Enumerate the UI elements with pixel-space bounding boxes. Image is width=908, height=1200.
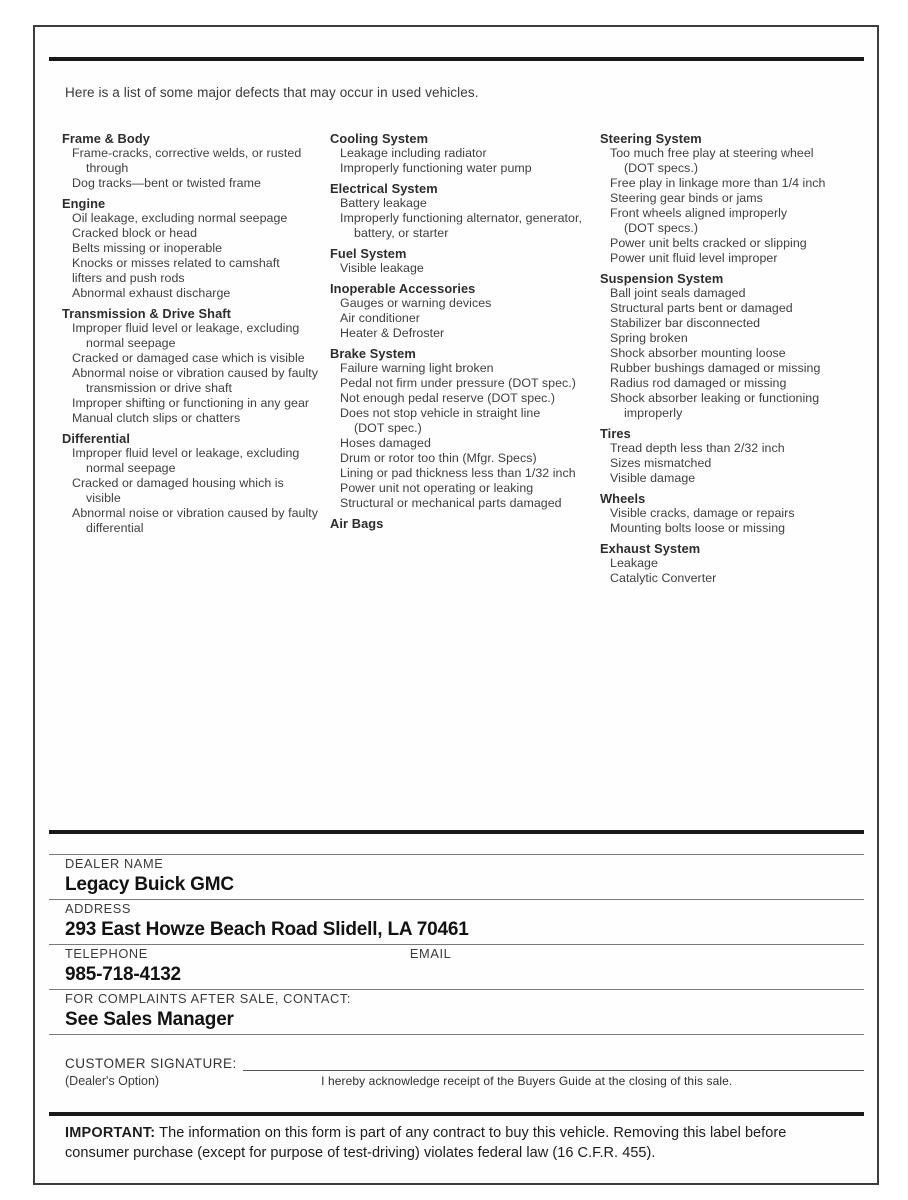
defect-item: Abnormal noise or vibration caused by faulty: [72, 366, 319, 380]
defect-item: Tread depth less than 2/32 inch: [610, 441, 785, 455]
defect-item: Improper fluid level or leakage, excluding: [72, 321, 300, 335]
telephone-label: TELEPHONE: [65, 946, 148, 961]
defect-item: Oil leakage, excluding normal seepage: [72, 211, 288, 225]
defect-item: Leakage including radiator: [340, 146, 487, 160]
defect-item: Radius rod damaged or missing: [610, 376, 787, 390]
top-divider-rule: [49, 57, 864, 61]
dealer-name-label: DEALER NAME: [65, 856, 164, 871]
defect-item: Improperly functioning water pump: [340, 161, 532, 175]
defect-item-continuation: differential: [86, 521, 144, 535]
defect-item: Knocks or misses related to camshaft: [72, 256, 280, 270]
section-title: Exhaust System: [600, 541, 701, 556]
acknowledgement-text: I hereby acknowledge receipt of the Buyers Guide at the closing of this sale.: [321, 1074, 733, 1088]
defect-item: Failure warning light broken: [340, 361, 494, 375]
defect-item: Too much free play at steering wheel: [610, 146, 814, 160]
defect-item: Manual clutch slips or chatters: [72, 411, 241, 425]
defect-item: Pedal not firm under pressure (DOT spec.): [340, 376, 576, 390]
defect-item: Mounting bolts loose or missing: [610, 521, 786, 535]
defect-item: Shock absorber leaking or functioning: [610, 391, 820, 405]
section-title: Frame & Body: [62, 131, 150, 146]
defect-item: Structural parts bent or damaged: [610, 301, 793, 315]
address-label: ADDRESS: [65, 901, 132, 916]
defect-item: Cracked or damaged case which is visible: [72, 351, 305, 365]
defect-item: Power unit belts cracked or slipping: [610, 236, 807, 250]
section-title: Fuel System: [330, 246, 407, 261]
dealer-name-value: Legacy Buick GMC: [65, 874, 234, 895]
defect-item-continuation: through: [86, 161, 129, 175]
defect-item: Cracked or damaged housing which is: [72, 476, 284, 490]
defect-item-continuation: (DOT specs.): [624, 161, 699, 175]
complaints-value: See Sales Manager: [65, 1009, 234, 1030]
defect-item: Dog tracks—bent or twisted frame: [72, 176, 261, 190]
defect-item: Power unit fluid level improper: [610, 251, 778, 265]
address-value: 293 East Howze Beach Road Slidell, LA 70461: [65, 919, 469, 940]
defect-item: Cracked block or head: [72, 226, 198, 240]
section-title: Differential: [62, 431, 131, 446]
complaints-label: FOR COMPLAINTS AFTER SALE, CONTACT:: [65, 991, 351, 1006]
important-notice: [65, 1123, 849, 1163]
dealer-info-form: [49, 854, 864, 1088]
defect-item: lifters and push rods: [72, 271, 185, 285]
defect-item: Battery leakage: [340, 196, 427, 210]
signature-line: [243, 1056, 864, 1071]
defect-item: Catalytic Converter: [610, 571, 717, 585]
form-closing-line: [49, 1034, 864, 1035]
defect-item: Visible leakage: [340, 261, 424, 275]
customer-signature-label: CUSTOMER SIGNATURE:: [65, 1056, 237, 1071]
defect-item-continuation: (DOT spec.): [354, 421, 422, 435]
defect-item-continuation: visible: [86, 491, 121, 505]
bottom-divider-rule: [49, 1112, 864, 1116]
defect-item: Gauges or warning devices: [340, 296, 492, 310]
section-title: Tires: [600, 426, 631, 441]
defect-item: Drum or rotor too thin (Mfgr. Specs): [340, 451, 537, 465]
defect-item: Heater & Defroster: [340, 326, 445, 340]
defect-item: Front wheels aligned improperly: [610, 206, 788, 220]
section-title: Wheels: [600, 491, 646, 506]
section-title: Suspension System: [600, 271, 724, 286]
section-title: Engine: [62, 196, 106, 211]
dealer-name-field: [49, 854, 864, 899]
dealers-option-note: (Dealer's Option): [65, 1074, 160, 1088]
defect-item: Spring broken: [610, 331, 688, 345]
defect-item: Shock absorber mounting loose: [610, 346, 786, 360]
telephone-value: 985-718-4132: [65, 964, 181, 985]
defect-item-continuation: (DOT specs.): [624, 221, 699, 235]
defect-item: Steering gear binds or jams: [610, 191, 763, 205]
defect-item-continuation: improperly: [624, 406, 683, 420]
defect-item: Improperly functioning alternator, generator,: [340, 211, 582, 225]
defect-item: Free play in linkage more than 1/4 inch: [610, 176, 826, 190]
defect-item: Abnormal noise or vibration caused by faulty: [72, 506, 319, 520]
email-label: EMAIL: [409, 946, 452, 961]
defect-item-continuation: normal seepage: [86, 461, 176, 475]
buyers-guide-page: [33, 25, 879, 1185]
section-title: Inoperable Accessories: [330, 281, 476, 296]
defects-column-3: [600, 131, 870, 586]
defect-item: Power unit not operating or leaking: [340, 481, 534, 495]
defect-item: Abnormal exhaust discharge: [72, 286, 231, 300]
section-title: Cooling System: [330, 131, 429, 146]
defect-item: Improper shifting or functioning in any gear: [72, 396, 310, 410]
important-label: IMPORTANT:: [65, 1125, 156, 1141]
defects-columns: [62, 131, 871, 586]
defect-item: Sizes mismatched: [610, 456, 712, 470]
section-title: Transmission & Drive Shaft: [62, 306, 232, 321]
intro-text: Here is a list of some major defects that may occur in used vehicles.: [65, 85, 479, 100]
defects-column-1: [62, 131, 330, 536]
defect-item-continuation: battery, or starter: [354, 226, 449, 240]
defect-item: Leakage: [610, 556, 658, 570]
defect-item: Rubber bushings damaged or missing: [610, 361, 821, 375]
defect-item: Improper fluid level or leakage, excluding: [72, 446, 300, 460]
complaints-field: [49, 989, 864, 1034]
important-text: The information on this form is part of any contract to buy this vehicle. Removing this label before consumer purchase (except for purpose of test-driving) violates federal law (16 C.F.R. 455).: [65, 1125, 787, 1161]
defects-column-2: [330, 131, 600, 531]
middle-divider-rule: [49, 830, 864, 834]
defect-item: Not enough pedal reserve (DOT spec.): [340, 391, 556, 405]
defect-item: Ball joint seals damaged: [610, 286, 746, 300]
defect-item: Air conditioner: [340, 311, 420, 325]
section-title: Brake System: [330, 346, 416, 361]
defect-item: Stabilizer bar disconnected: [610, 316, 761, 330]
defect-item: Hoses damaged: [340, 436, 431, 450]
defect-item: Visible cracks, damage or repairs: [610, 506, 795, 520]
signature-block: [49, 1056, 864, 1088]
defect-item-continuation: transmission or drive shaft: [86, 381, 232, 395]
defect-item: Belts missing or inoperable: [72, 241, 223, 255]
defect-item: Structural or mechanical parts damaged: [340, 496, 562, 510]
defect-item-continuation: normal seepage: [86, 336, 176, 350]
address-field: [49, 899, 864, 944]
defect-item: Visible damage: [610, 471, 696, 485]
section-title: Air Bags: [330, 516, 384, 531]
telephone-email-field: [49, 944, 864, 989]
section-title: Electrical System: [330, 181, 438, 196]
section-title: Steering System: [600, 131, 702, 146]
defect-item: Does not stop vehicle in straight line: [340, 406, 541, 420]
defect-item: Lining or pad thickness less than 1/32 inch: [340, 466, 576, 480]
defect-item: Frame-cracks, corrective welds, or rusted: [72, 146, 302, 160]
